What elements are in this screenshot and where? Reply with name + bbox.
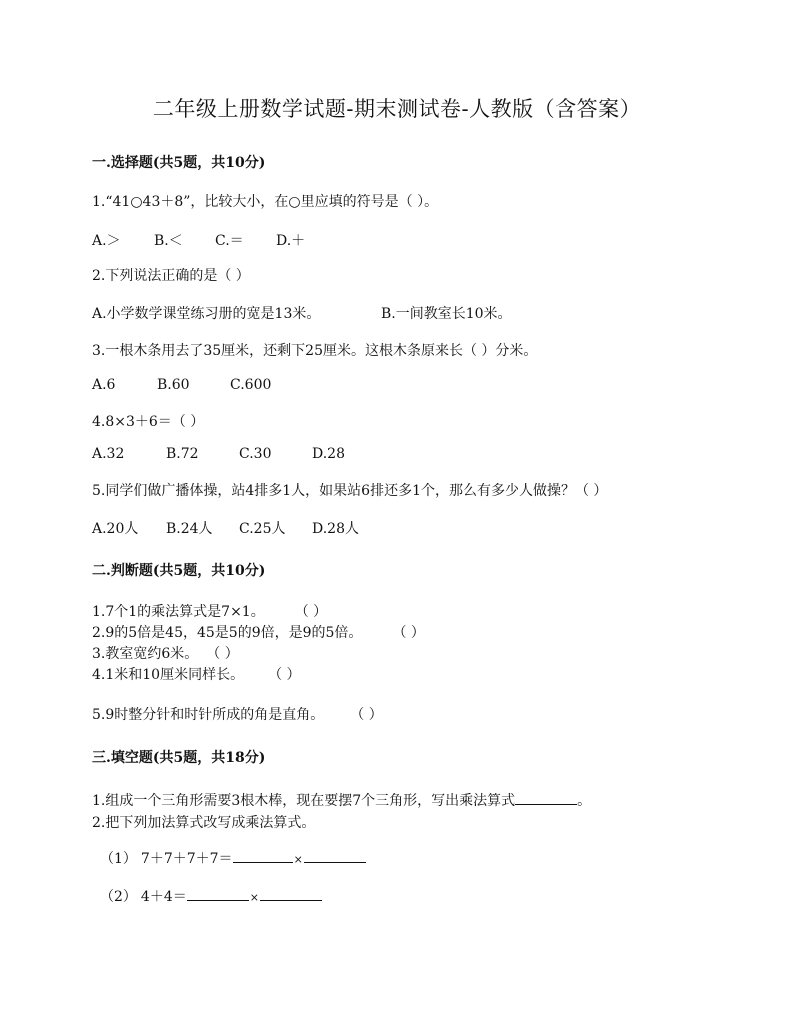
- option-c: C.600: [230, 377, 272, 393]
- judge-item-text: 5.9时整分针和时针所成的角是直角。: [92, 707, 325, 723]
- option-b: B.72: [166, 446, 199, 462]
- times-sign: ×: [293, 853, 303, 866]
- fill-subquestion-2: [100, 886, 322, 906]
- option-d: D.28: [312, 446, 345, 462]
- answer-parens: （ ）: [294, 604, 328, 620]
- judge-item-text: 1.7个1的乘法算式是7×1。: [92, 604, 265, 620]
- answer-parens: （ ）: [206, 646, 239, 662]
- judge-item-3: [92, 643, 239, 663]
- option-b: B.一间教室长10米。: [381, 306, 512, 322]
- fill-question-1: [92, 790, 591, 810]
- option-a: A.20人: [92, 521, 139, 537]
- question-5-text: 5.同学们做广播体操，站4排多1人，如果站6排还多1个，那么有多少人做操？（ ）: [92, 483, 608, 499]
- question-2-text: 2.下列说法正确的是（ ）: [92, 268, 250, 284]
- question-1-options: [92, 230, 305, 250]
- fill-question-1-text: 1.组成一个三角形需要3根木棒，现在要摆7个三角形，写出乘法算式: [92, 793, 516, 809]
- fill-subquestion-1: [100, 848, 366, 868]
- question-2-options: [92, 303, 512, 323]
- answer-blank[interactable]: [187, 886, 249, 901]
- option-b: B.24人: [166, 521, 213, 537]
- page-title: 二年级上册数学试题-期末测试卷-人教版（含答案）: [152, 97, 642, 121]
- judge-item-5: [92, 704, 383, 724]
- judge-item-text: 2.9的5倍是45，45是5的9倍，是9的5倍。: [92, 625, 363, 641]
- subquestion-label: （1）: [100, 851, 137, 867]
- question-4-text: 4.8×3＋6＝（ ）: [92, 414, 205, 430]
- answer-parens: （ ）: [268, 667, 301, 683]
- answer-blank[interactable]: [304, 848, 366, 863]
- option-a: A.＞: [92, 233, 121, 249]
- judge-item-text: 4.1米和10厘米同样长。: [92, 667, 245, 683]
- subquestion-expression: 7＋7＋7＋7＝: [140, 851, 233, 867]
- subquestion-expression: 4＋4＝: [140, 889, 187, 905]
- option-d: D.28人: [312, 521, 359, 537]
- option-a: A.32: [92, 446, 125, 462]
- option-c: C.＝: [215, 233, 244, 249]
- answer-blank[interactable]: [260, 886, 322, 901]
- answer-blank[interactable]: [515, 790, 577, 805]
- option-a: A.小学数学课堂练习册的宽是13米。: [92, 306, 321, 322]
- answer-blank[interactable]: [233, 848, 293, 863]
- option-c: C.25人: [239, 521, 286, 537]
- judge-item-1: [92, 601, 327, 621]
- question-3-options: [92, 377, 271, 393]
- subquestion-label: （2）: [100, 889, 137, 905]
- option-d: D.＋: [276, 233, 306, 249]
- option-c: C.30: [239, 446, 272, 462]
- fill-question-2-text: 2.把下列加法算式改写成乘法算式。: [92, 815, 316, 831]
- option-b: B.60: [157, 377, 190, 393]
- option-a: A.6: [92, 377, 116, 393]
- answer-parens: （ ）: [392, 625, 425, 641]
- section-heading-fill-in: 三.填空题(共5题，共18分): [92, 750, 266, 766]
- period: 。: [577, 793, 592, 809]
- question-4-options: [92, 446, 345, 462]
- question-3-text: 3.一根木条用去了35厘米，还剩下25厘米。这根木条原来长（ ）分米。: [92, 343, 538, 359]
- section-heading-true-false: 二.判断题(共5题，共10分): [92, 563, 266, 579]
- judge-item-2: [92, 622, 425, 642]
- question-1-text: 1.“41○43＋8”，比较大小，在○里应填的符号是（ ）。: [92, 194, 439, 210]
- answer-parens: （ ）: [350, 707, 383, 723]
- question-5-options: [92, 518, 359, 538]
- judge-item-4: [92, 664, 301, 684]
- option-b: B.＜: [154, 233, 183, 249]
- times-sign: ×: [249, 891, 259, 904]
- section-heading-choice: 一.选择题(共5题，共10分): [92, 155, 266, 171]
- judge-item-text: 3.教室宽约6米。: [92, 646, 199, 662]
